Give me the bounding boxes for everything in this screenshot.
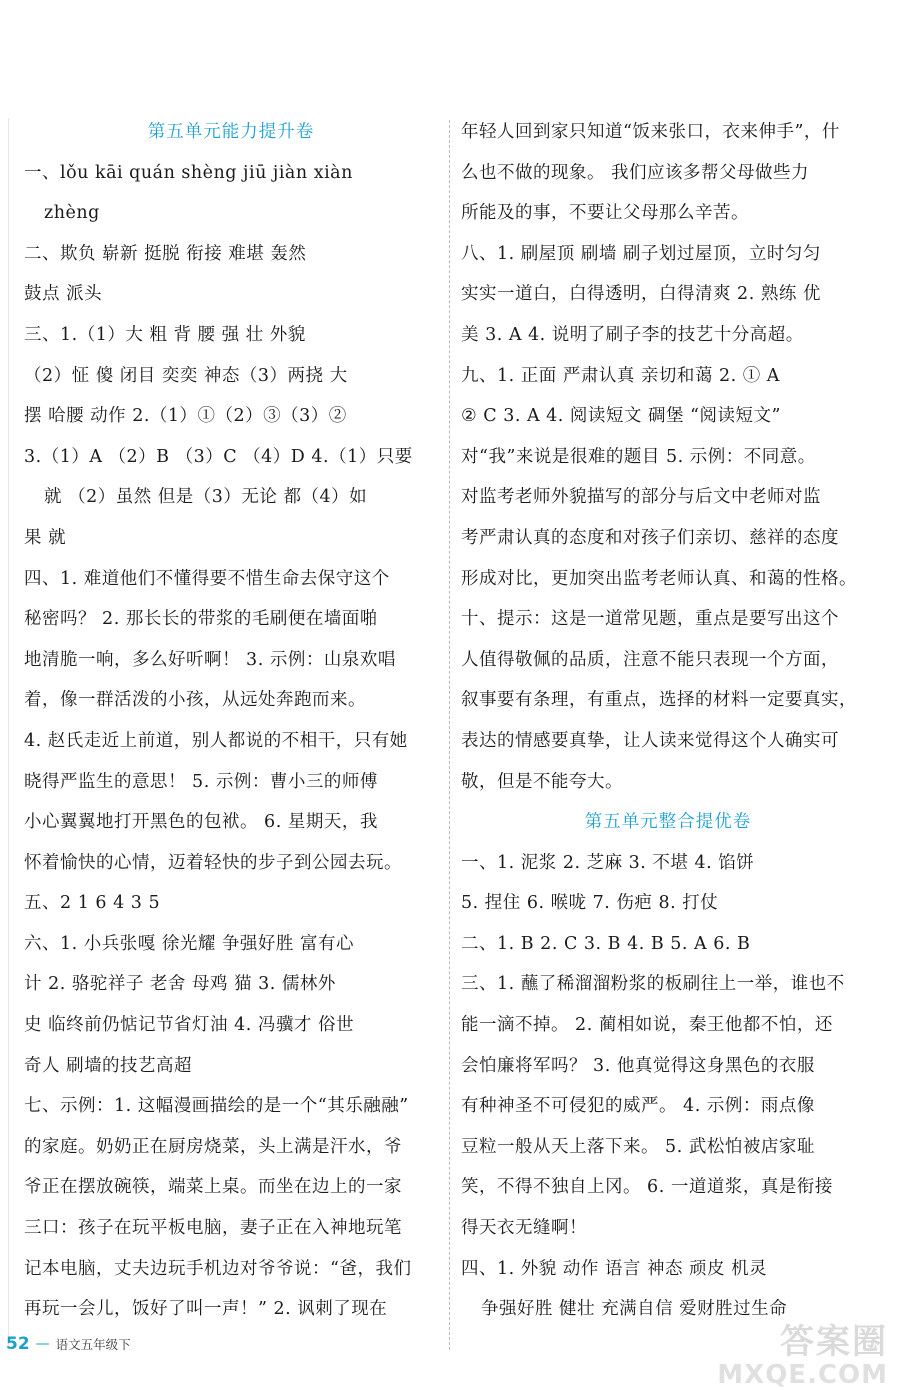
answer-line: 十、提示：这是一道常见题，重点是要写出这个 xyxy=(461,609,839,630)
answer-line: 三、1.（1）大 粗 背 腰 强 壮 外貌 xyxy=(24,324,306,345)
answer-line: 着，像一群活泼的小孩，从远处奔跑而来。 xyxy=(24,690,366,711)
answer-line: 笑，不得不独自上冈。 6. 一道道浆，真是衔接 xyxy=(461,1177,833,1198)
watermark-url: MXQE.COM xyxy=(717,1360,888,1390)
answer-line: 一、lǒu kāi quán shèng jiū jiàn xiàn xyxy=(24,162,353,183)
answer-line: 所能及的事，不要让父母那么辛苦。 xyxy=(461,203,749,224)
answer-line: 六、1. 小兵张嘎 徐光耀 争强好胜 富有心 xyxy=(24,933,354,954)
answer-line: 史 临终前仍惦记节省灯油 4. 冯骥才 俗世 xyxy=(24,1015,354,1036)
answer-line: （2）怔 傻 闭目 奕奕 神态（3）两挠 大 xyxy=(24,365,348,386)
answer-line: 形成对比，更加突出监考老师认真、和蔼的性格。 xyxy=(461,568,857,589)
answer-line: 考严肃认真的态度和对孩子们亲切、慈祥的态度 xyxy=(461,527,839,548)
answer-line: 实实一道白，白得透明，白得清爽 2. 熟练 优 xyxy=(461,284,821,305)
section-title-integration: 第五单元整合提优卷 xyxy=(584,812,752,833)
answer-line: 一、1. 泥浆 2. 芝麻 3. 不堪 4. 馅饼 xyxy=(461,852,755,873)
answer-line: 怀着愉快的心情，迈着轻快的步子到公园去玩。 xyxy=(24,852,402,873)
answer-line: 奇人 刷墙的技艺高超 xyxy=(24,1055,193,1076)
watermark xyxy=(700,1300,900,1390)
answer-line: 九、1. 正面 严肃认真 亲切和蔼 2. ① A xyxy=(461,365,780,386)
answer-line: 二、欺负 崭新 挺脱 衔接 难堪 轰然 xyxy=(24,243,307,264)
page-number: 52 xyxy=(6,1334,30,1354)
answer-line: 5. 捏住 6. 喉咙 7. 伤疤 8. 打仗 xyxy=(461,893,719,914)
answer-line: 豆粒一般从天上落下来。 5. 武松怕被店家耻 xyxy=(461,1136,815,1157)
right-column xyxy=(461,112,875,1330)
answer-line: 的家庭。奶奶正在厨房烧菜，头上满是汗水，爷 xyxy=(24,1136,402,1157)
answer-line: 小心翼翼地打开黑色的包袱。 6. 星期天，我 xyxy=(24,812,378,833)
left-column xyxy=(24,112,438,1330)
section-title-ability: 第五单元能力提升卷 xyxy=(147,122,315,142)
answer-line: 果 就 xyxy=(24,527,67,548)
answer-line: 对监考老师外貌描写的部分与后文中老师对监 xyxy=(461,487,821,508)
answer-line: 3.（1）A （2）B （3）C （4）D 4.（1）只要 xyxy=(24,446,413,467)
footer-subject: 语文五年级下 xyxy=(55,1337,131,1352)
column-divider xyxy=(449,120,450,1350)
answer-line: 爷正在摆放碗筷，端菜上桌。而坐在边上的一家 xyxy=(24,1177,402,1198)
answer-line: 八、1. 刷屋顶 刷墙 刷子划过屋顶，立时匀匀 xyxy=(461,243,821,264)
answer-line: 得天衣无缝啊！ xyxy=(461,1218,587,1239)
answer-line: 四、1. 难道他们不懂得要不惜生命去保守这个 xyxy=(24,568,390,589)
answer-line: 能一滴不掉。 2. 蔺相如说，秦王他都不怕，还 xyxy=(461,1015,833,1036)
answer-line: 4. 赵氏走近上前道，别人都说的不相干，只有她 xyxy=(24,730,408,751)
answer-line: 计 2. 骆驼祥子 老舍 母鸡 猫 3. 儒林外 xyxy=(24,974,336,995)
answer-line: 五、2 1 6 4 3 5 xyxy=(24,893,161,914)
answer-line: 七、示例：1. 这幅漫画描绘的是一个“其乐融融” xyxy=(24,1096,409,1117)
answer-line: 就 （2）虽然 但是（3）无论 都（4）如 xyxy=(44,487,368,508)
answer-line: 秘密吗？ 2. 那长长的带浆的毛刷便在墙面啪 xyxy=(24,609,378,630)
answer-line: zhèng xyxy=(44,203,100,224)
answer-line: 鼓点 派头 xyxy=(24,284,103,305)
answer-line: 年轻人回到家只知道“饭来张口，衣来伸手”，什 xyxy=(461,122,840,142)
answer-line: 摆 哈腰 动作 2.（1）①（2）③（3）② xyxy=(24,406,347,427)
answer-line: 再玩一会儿，饭好了叫一声！” 2. 讽刺了现在 xyxy=(24,1299,388,1320)
answer-line: 晓得严监生的意思！ 5. 示例：曹小三的师傅 xyxy=(24,771,378,792)
answer-line: 美 3. A 4. 说明了刷子李的技艺十分高超。 xyxy=(461,324,804,345)
answer-line: 四、1. 外貌 动作 语言 神态 顽皮 机灵 xyxy=(461,1258,768,1279)
answer-line: 叙事要有条理，有重点，选择的材料一定要真实， xyxy=(461,690,857,711)
answer-line: 记本电脑，丈夫边玩手机边对爷爷说：“爸，我们 xyxy=(24,1258,412,1279)
answer-line: 表达的情感要真挚，让人读来觉得这个人确实可 xyxy=(461,730,839,751)
answer-line: 二、1. B 2. C 3. B 4. B 5. A 6. B xyxy=(461,933,751,954)
watermark-logo: 答案圈 xyxy=(780,1322,888,1362)
answer-line: 有种神圣不可侵犯的威严。 4. 示例：雨点像 xyxy=(461,1096,815,1117)
answer-line: ② C 3. A 4. 阅读短文 碉堡 “阅读短文” xyxy=(461,406,781,427)
answer-line: 敬，但是不能夸大。 xyxy=(461,771,623,792)
footer-dash: — xyxy=(35,1336,50,1352)
answer-line: 三口：孩子在玩平板电脑，妻子正在入神地玩笔 xyxy=(24,1218,402,1239)
answer-line: 会怕廉将军吗？ 3. 他真觉得这身黑色的衣服 xyxy=(461,1055,815,1076)
answer-line: 三、1. 蘸了稀溜溜粉浆的板刷往上一举，谁也不 xyxy=(461,974,845,995)
answer-line: 人值得敬佩的品质，注意不能只表现一个方面， xyxy=(461,649,839,670)
answer-line: 么也不做的现象。 我们应该多帮父母做些力 xyxy=(461,162,810,183)
page-margin-line xyxy=(8,118,9,1348)
answer-line: 争强好胜 健壮 充满自信 爱财胜过生命 xyxy=(481,1299,788,1320)
answer-line: 对“我”来说是很难的题目 5. 示例：不同意。 xyxy=(461,446,816,467)
page-footer xyxy=(6,1333,131,1355)
answer-line: 地清脆一响，多么好听啊！ 3. 示例：山泉欢唱 xyxy=(24,649,396,670)
